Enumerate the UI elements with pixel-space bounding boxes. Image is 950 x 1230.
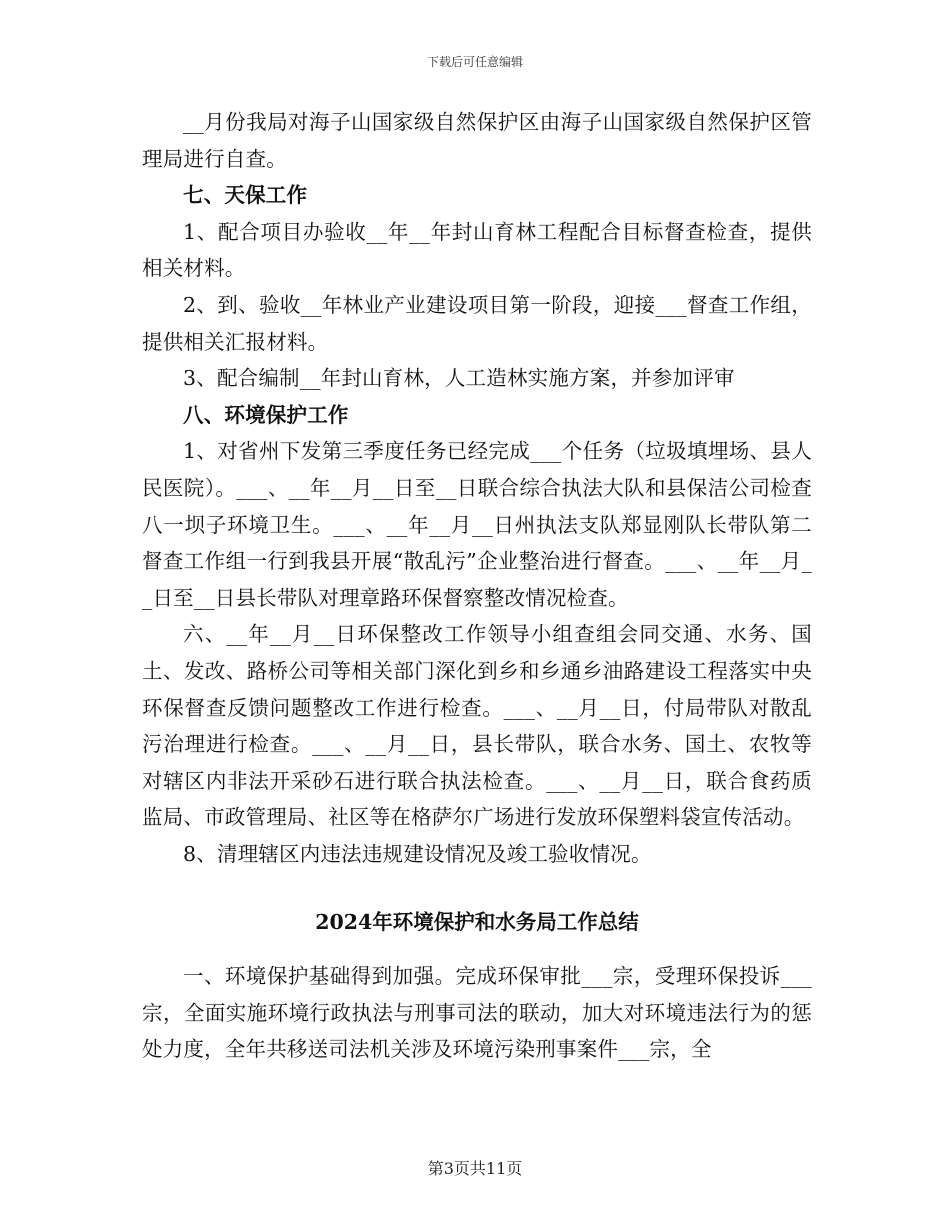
document-body [142, 104, 812, 1068]
paragraph-item-1: 1、配合项目办验收__年__年封山育林工程配合目标督查检查，提供相关材料。 [142, 219, 812, 281]
page-header: 下载后可任意编辑 [426, 55, 523, 69]
paragraph-item-2: 2、到、验收__年林业产业建设项目第一阶段，迎接___督查工作组，提供相关汇报材料。 [142, 292, 812, 354]
page-footer: 第3页共11页 [427, 1159, 523, 1178]
paragraph-item-3: 3、配合编制__年封山育林，人工造林实施方案，并参加评审 [183, 366, 735, 391]
heading-forest-protection: 七、天保工作 [183, 183, 308, 208]
section-title: 2024年环境保护和水务局工作总结 [315, 910, 639, 935]
paragraph-env-item-1: 1、对省州下发第三季度任务已经完成___个任务（垃圾填埋场、县人民医院）。___、__年__月__日至__日联合综合执法大队和县保洁公司检查八一坝子环境卫生。___、__年__月__日州执法支队郑显刚队长带队第二督查工作组一行到我县开展“散乱污”企业整治进行督查。___、__年__月__日至__日县长带队对理章路环保督察整改情况检查。 [142, 439, 812, 610]
paragraph-env-item-6: 六、__年__月__日环保整改工作领导小组查组会同交通、水务、国土、发改、路桥公司等相关部门深化到乡和乡通乡油路建设工程落实中央环保督查反馈问题整改工作进行检查。___、__月__日，付局带队对散乱污治理进行检查。___、__月__日，县长带队，联合水务、国土、农牧等对辖区内非法开采砂石进行联合执法检查。___、__月__日，联合食药质监局、市政管理局、社区等在格萨尔广场进行发放环保塑料袋宣传活动。 [142, 622, 812, 830]
paragraph-env-item-8: 8、清理辖区内违法违规建设情况及竣工验收情况。 [183, 841, 652, 866]
paragraph-self-inspection: __月份我局对海子山国家级自然保护区由海子山国家级自然保护区管理局进行自查。 [142, 110, 812, 171]
heading-environment-protection: 八、环境保护工作 [183, 402, 349, 427]
paragraph-summary-1: 一、环境保护基础得到加强。完成环保审批___宗，受理环保投诉___宗，全面实施环境行政执法与刑事司法的联动，加大对环境违法行为的惩处力度，全年共移送司法机关涉及环境污染刑事案件___宗，全 [142, 964, 812, 1062]
